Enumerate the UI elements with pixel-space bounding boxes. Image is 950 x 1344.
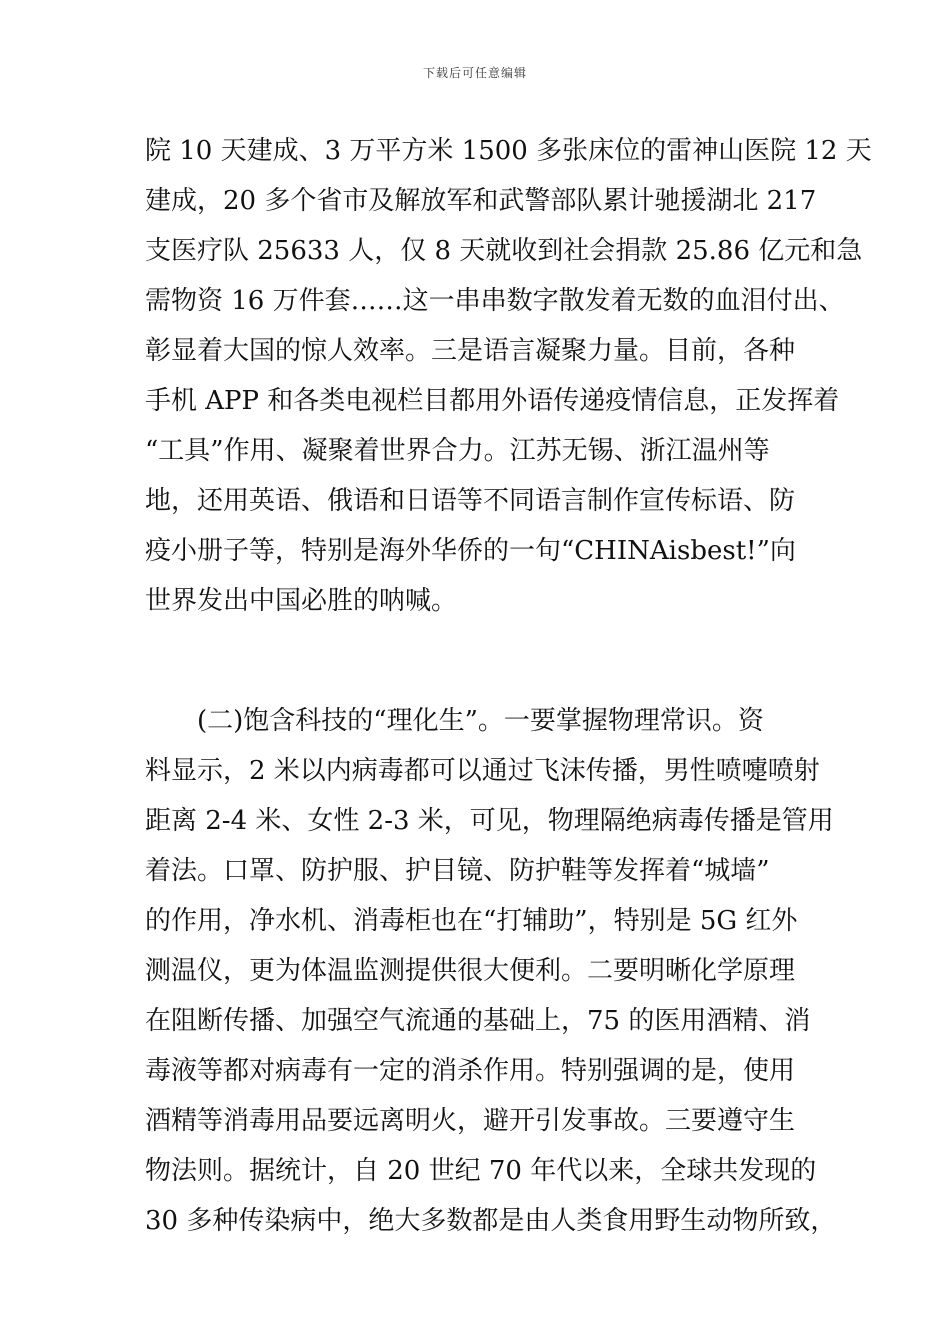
text-line: 的作用，净水机、消毒柜也在“打辅助”，特别是 5G 红外 xyxy=(145,906,798,936)
text-line: 物法则。据统计，自 20 世纪 70 年代以来，全球共发现的 xyxy=(145,1156,817,1186)
text-line: 疫小册子等，特别是海外华侨的一句“CHINAisbest!”向 xyxy=(145,536,796,566)
text-line: 着法。口罩、防护服、护目镜、防护鞋等发挥着“城墙” xyxy=(145,856,770,886)
text-line: 地，还用英语、俄语和日语等不同语言制作宣传标语、防 xyxy=(145,486,796,516)
text-line: 料显示，2 米以内病毒都可以通过飞沫传播，男性喷嚏喷射 xyxy=(145,756,820,786)
text-line: (二)饱含科技的“理化生”。一要掌握物理常识。资 xyxy=(197,706,764,736)
text-line: “工具”作用、凝聚着世界合力。江苏无锡、浙江温州等 xyxy=(145,436,770,466)
text-line: 测温仪，更为体温监测提供很大便利。二要明晰化学原理 xyxy=(145,956,796,986)
text-line: 手机 APP 和各类电视栏目都用外语传递疫情信息，正发挥着 xyxy=(145,386,840,416)
document-body xyxy=(145,126,872,1246)
text-line: 毒液等都对病毒有一定的消杀作用。特别强调的是，使用 xyxy=(145,1056,796,1086)
text-line: 在阻断传播、加强空气流通的基础上，75 的医用酒精、消 xyxy=(145,1006,811,1036)
text-line: 距离 2-4 米、女性 2-3 米，可见，物理隔绝病毒传播是管用 xyxy=(145,806,834,836)
paragraph-gap xyxy=(145,626,835,696)
text-line: 支医疗队 25633 人，仅 8 天就收到社会捐款 25.86 亿元和急 xyxy=(145,236,863,266)
text-line: 院 10 天建成、3 万平方米 1500 多张床位的雷神山医院 12 天 xyxy=(145,136,872,166)
paragraph-1 xyxy=(145,126,872,626)
paragraph-2 xyxy=(145,696,835,1246)
text-line: 需物资 16 万件套……这一串串数字散发着无数的血泪付出、 xyxy=(145,286,845,316)
text-line: 世界发出中国必胜的呐喊。 xyxy=(145,586,458,616)
page-header: 下载后可任意编辑 xyxy=(422,66,527,80)
text-line: 建成，20 多个省市及解放军和武警部队累计驰援湖北 217 xyxy=(145,186,817,216)
text-line: 酒精等消毒用品要远离明火，避开引发事故。三要遵守生 xyxy=(145,1106,796,1136)
text-line: 30 多种传染病中，绝大多数都是由人类食用野生动物所致， xyxy=(145,1206,837,1236)
text-line: 彰显着大国的惊人效率。三是语言凝聚力量。目前，各种 xyxy=(145,336,796,366)
